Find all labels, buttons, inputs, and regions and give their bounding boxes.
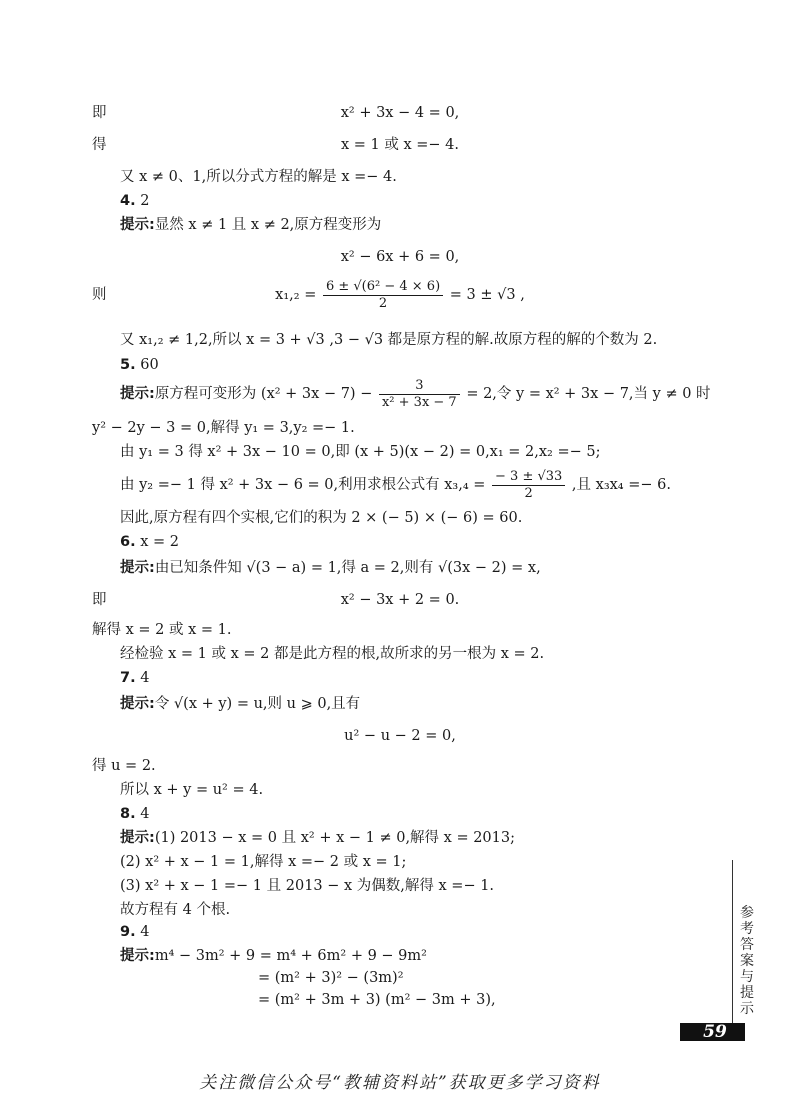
equation-q4-2	[0, 276, 800, 314]
equation-1: x² + 3x − 4 = 0,	[340, 105, 460, 121]
question-7-header	[120, 668, 149, 688]
hint-label: 提示:	[120, 217, 155, 233]
question-6-header	[120, 532, 179, 552]
hint-label: 提示:	[120, 696, 155, 712]
text-b: ,且 x₃x₄ =− 6.	[571, 477, 671, 493]
fraction-denominator: 2	[524, 485, 533, 501]
question-8-line-4: 故方程有 4 个根.	[120, 902, 231, 918]
text-a: 由 y₂ =− 1 得 x² + 3x − 6 = 0,利用求根公式有 x₃,₄ =	[120, 477, 486, 493]
page-number: 59	[703, 1022, 727, 1042]
fraction-denominator: 2	[378, 295, 388, 311]
question-7-hint	[120, 694, 360, 714]
hint-label: 提示:	[120, 560, 155, 576]
question-7-line-4: 所以 x + y = u² = 4.	[120, 782, 264, 798]
question-5-line-3: 由 y₁ = 3 得 x² + 3x − 10 = 0,即 (x + 5)(x − 2) = 0,x₁ = 2,x₂ =− 5;	[120, 444, 601, 460]
question-9-line-2: = (m² + 3)² − (3m)²	[258, 970, 404, 986]
equation-q6: x² − 3x + 2 = 0.	[340, 592, 460, 608]
question-6-line-3: 解得 x = 2 或 x = 1.	[92, 622, 232, 638]
question-4-number: 4.	[120, 193, 136, 209]
equation-q4-1: x² − 6x + 6 = 0,	[340, 249, 460, 265]
fraction	[379, 378, 460, 411]
question-6-line-4: 经检验 x = 1 或 x = 2 都是此方程的根,故所求的另一根为 x = 2.	[120, 646, 545, 662]
question-6-hint	[120, 558, 541, 578]
fraction-numerator: 3	[379, 378, 460, 395]
equation-q7: u² − u − 2 = 0,	[344, 728, 456, 744]
question-4-header	[120, 191, 149, 211]
question-4-hint	[120, 215, 381, 235]
fraction	[323, 279, 443, 312]
question-5-answer: 60	[140, 357, 159, 373]
fraction-numerator: 6 ± √(6² − 4 × 6)	[323, 279, 443, 296]
question-8-header	[120, 804, 149, 824]
question-9-header	[120, 922, 149, 942]
question-4-answer: 2	[140, 193, 150, 209]
question-8-line-2: (2) x² + x − 1 = 1,解得 x =− 2 或 x = 1;	[120, 854, 407, 870]
question-9-hint	[120, 946, 427, 966]
question-6-answer: x = 2	[140, 534, 179, 550]
hint-label: 提示:	[120, 830, 155, 846]
label-ze: 则	[92, 287, 107, 303]
question-8-answer: 4	[140, 806, 150, 822]
hint-text: 令 √(x + y) = u,则 u ⩾ 0,且有	[154, 696, 361, 712]
text-line-3: 又 x ≠ 0、1,所以分式方程的解是 x =− 4.	[120, 169, 397, 185]
question-5-line-4	[120, 466, 671, 504]
equation-2: x = 1 或 x =− 4.	[340, 137, 460, 153]
hint-label: 提示:	[120, 948, 155, 964]
question-5-number: 5.	[120, 357, 136, 373]
question-5-hint	[120, 375, 711, 413]
label-ji: 即	[92, 105, 107, 121]
hint-text: m⁴ − 3m² + 9 = m⁴ + 6m² + 9 − 9m²	[154, 948, 427, 964]
question-6-number: 6.	[120, 534, 136, 550]
question-9-number: 9.	[120, 924, 136, 940]
question-4-conclusion: 又 x₁,₂ ≠ 1,2,所以 x = 3 + √3 ,3 − √3 都是原方程的解.故原方程的解的个数为 2.	[120, 332, 658, 348]
hint-text-a: 原方程可变形为 (x² + 3x − 7) −	[154, 386, 373, 402]
question-8-hint	[120, 828, 515, 848]
eq-rhs: = 3 ± √3 ,	[449, 287, 525, 303]
question-8-line-3: (3) x² + x − 1 =− 1 且 2013 − x 为偶数,解得 x =− 1.	[120, 878, 495, 894]
fraction	[492, 469, 565, 502]
eq-lhs: x₁,₂ =	[275, 287, 317, 303]
label-de: 得	[92, 137, 107, 153]
footer-watermark-text: 关注微信公众号“教辅资料站”获取更多学习资料	[199, 1073, 601, 1093]
question-9-line-3: = (m² + 3m + 3) (m² − 3m + 3),	[258, 992, 496, 1008]
question-5-header	[120, 355, 159, 375]
hint-text: 由已知条件知 √(3 − a) = 1,得 a = 2,则有 √(3x − 2) = x,	[154, 560, 541, 576]
question-5-line-2: y² − 2y − 3 = 0,解得 y₁ = 3,y₂ =− 1.	[92, 420, 355, 436]
label-ji-2: 即	[92, 592, 107, 608]
question-5-line-5: 因此,原方程有四个实根,它们的积为 2 × (− 5) × (− 6) = 60.	[120, 510, 523, 526]
question-7-line-3: 得 u = 2.	[92, 758, 156, 774]
hint-text-b: = 2,令 y = x² + 3x − 7,当 y ≠ 0 时	[466, 386, 711, 402]
question-7-answer: 4	[140, 670, 150, 686]
hint-text: 显然 x ≠ 1 且 x ≠ 2,原方程变形为	[154, 217, 382, 233]
question-9-answer: 4	[140, 924, 150, 940]
sidebar-divider	[732, 860, 733, 1030]
fraction-denominator: x² + 3x − 7	[381, 394, 457, 410]
fraction-numerator: − 3 ± √33	[492, 469, 565, 486]
question-7-number: 7.	[120, 670, 136, 686]
hint-label: 提示:	[120, 386, 155, 402]
sidebar-section-title: 参考答案与提示	[740, 905, 754, 1017]
question-8-number: 8.	[120, 806, 136, 822]
hint-text: (1) 2013 − x = 0 且 x² + x − 1 ≠ 0,解得 x = 2013;	[154, 830, 515, 846]
